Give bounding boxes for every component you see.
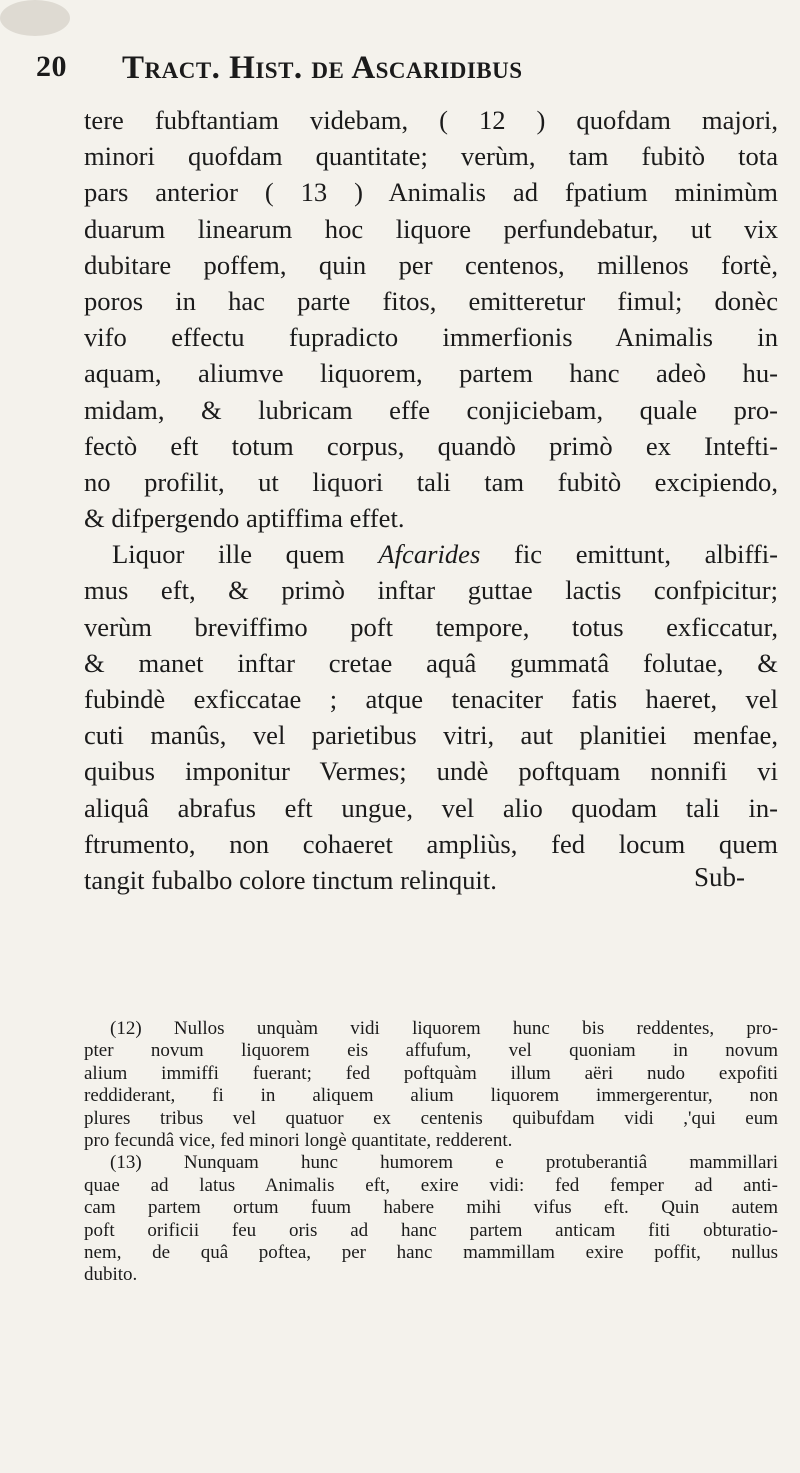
italic-term: Afcarides xyxy=(378,539,481,570)
footnote-line: alium immiffi fuerant; fed poftquàm illum aëri nudo expofiti xyxy=(84,1062,778,1084)
footnote-line: pro fecundâ vice, fed minori longè quantitate, redderent. xyxy=(84,1129,513,1151)
footnote-line: (12) Nullos unquàm vidi liquorem hunc bis reddentes, pro- xyxy=(110,1018,778,1039)
running-title: Tract. Hist. de Ascaridibus xyxy=(122,50,523,86)
text-line: fubindè exficcatae ; atque tenaciter fatis haeret, vel xyxy=(84,684,778,714)
text-line: dubitare poffem, quin per centenos, millenos fortè, xyxy=(84,249,778,280)
page-number: 20 xyxy=(36,50,67,83)
footnote-line: nem, de quâ poftea, per hanc mammillam exire poffit, nullus xyxy=(84,1241,778,1263)
text-line: verùm breviffimo poft tempore, totus exficcatur, xyxy=(84,611,778,642)
text-line: cuti manûs, vel parietibus vitri, aut planitiei menfae, xyxy=(84,720,778,751)
text-line: midam, & lubricam effe conjiciebam, quale pro- xyxy=(84,394,778,425)
footnote-line: pter novum liquorem eis affufum, vel quoniam in novum xyxy=(84,1040,778,1062)
text-line: & manet inftar cretae aquâ gummatâ folutae, & xyxy=(84,647,778,678)
footnote-line: dubito. xyxy=(84,1264,138,1286)
ink-blot xyxy=(0,0,70,36)
text-line: pars anterior ( 13 ) Animalis ad fpatium minimùm xyxy=(84,177,778,208)
text-line: Liquor ille quem Afcarides fic emittunt, albiffi- xyxy=(112,539,778,570)
running-header xyxy=(36,50,776,90)
footnote-line: reddiderant, fi in aliquem alium liquorem immergerentur, non xyxy=(84,1085,778,1107)
text-line: minori quofdam quantitate; verùm, tam fubitò tota xyxy=(84,141,778,172)
text-line: no profilit, ut liquori tali tam fubitò excipiendo, xyxy=(84,466,778,497)
text-line: fectò eft totum corpus, quandò primò ex Intefti- xyxy=(84,430,778,461)
text-line: duarum linearum hoc liquore perfundebatur, ut vix xyxy=(84,213,778,244)
text-line: ftrumento, non cohaeret ampliùs, fed locum quem xyxy=(84,828,778,859)
text-line: aliquâ abrafus eft ungue, vel alio quodam tali in- xyxy=(84,792,778,823)
footnote-line: poft orificii feu oris ad hanc partem anticam fiti obturatio- xyxy=(84,1219,778,1241)
footnotes xyxy=(84,1018,778,1287)
main-text xyxy=(84,102,778,898)
footnote-line: plures tribus vel quatuor ex centenis quibufdam vidi ,'qui eum xyxy=(84,1107,778,1129)
text-line: vifo effectu fupradicto immerfionis Animalis in xyxy=(84,322,778,353)
text-line: quibus imponitur Vermes; undè poftquam nonnifi vi xyxy=(84,756,778,787)
footnote-line: cam partem ortum fuum habere mihi vifus eft. Quin autem xyxy=(84,1197,778,1219)
catchword: Sub- xyxy=(694,862,746,892)
text-line: tere fubftantiam videbam, ( 12 ) quofdam majori, xyxy=(84,105,778,135)
text-line: poros in hac parte fitos, emitteretur fimul; donèc xyxy=(84,285,778,316)
text-line: & difpergendo aptiffima effet. xyxy=(84,503,405,534)
text-line: mus eft, & primò inftar guttae lactis confpicitur; xyxy=(84,575,778,606)
text-line: tangit fubalbo colore tinctum relinquit. xyxy=(84,864,497,895)
footnote-line: (13) Nunquam hunc humorem e protuberantiâ mammillari xyxy=(110,1152,778,1174)
footnote-line: quae ad latus Animalis eft, exire vidi: fed femper ad anti- xyxy=(84,1174,778,1196)
text-line: aquam, aliumve liquorem, partem hanc adeò hu- xyxy=(84,358,778,389)
